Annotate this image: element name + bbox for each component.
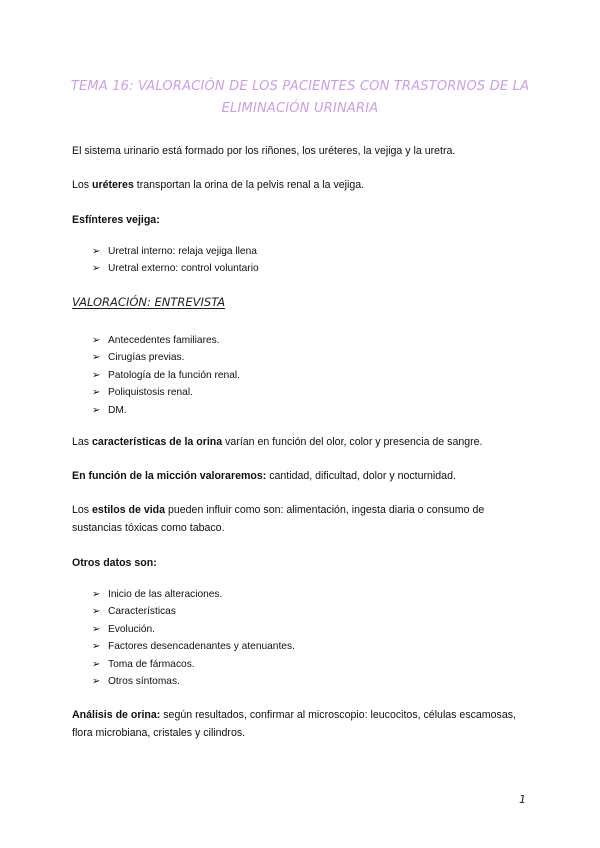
list-item-text: Poliquistosis renal. <box>108 387 193 399</box>
list-item-text: DM. <box>108 404 127 416</box>
list-item <box>92 402 240 419</box>
section-heading-valoracion: VALORACIÓN: ENTREVISTA <box>72 295 226 309</box>
arrow-bullet-icon: ➢ <box>92 335 101 346</box>
text: varían en función del olor, color y presencia de sangre. <box>222 436 483 448</box>
text: cantidad, dificultad, dolor y nocturnidad. <box>266 470 456 482</box>
list-item <box>92 349 240 366</box>
arrow-bullet-icon: ➢ <box>92 352 101 364</box>
paragraph-sistema-urinario: El sistema urinario está formado por los riñones, los uréteres, la vejiga y la uretra. <box>72 145 456 157</box>
arrow-bullet-icon: ➢ <box>92 658 101 670</box>
list-item-text: Uretral externo: control voluntario <box>108 263 259 275</box>
paragraph-analisis-orina <box>72 706 532 742</box>
arrow-bullet-icon: ➢ <box>92 606 101 618</box>
text: Los <box>72 504 93 516</box>
arrow-bullet-icon: ➢ <box>92 641 101 653</box>
arrow-bullet-icon: ➢ <box>92 589 101 600</box>
arrow-bullet-icon: ➢ <box>92 369 101 381</box>
paragraph-estilos-de-vida <box>72 501 532 537</box>
bold-term: características de la orina <box>92 436 223 448</box>
title-line-2: ELIMINACIÓN URINARIA <box>221 101 379 116</box>
list-item <box>92 673 295 690</box>
arrow-bullet-icon: ➢ <box>92 246 101 257</box>
bold-term: uréteres <box>92 179 134 191</box>
list-item-text: Inicio de las alteraciones. <box>108 589 223 600</box>
list-item <box>92 621 295 638</box>
text: según resultados, confirmar al microscopio: leucocitos, células escamosas, flora microbiana, cristales y cilindros. <box>72 709 516 739</box>
arrow-bullet-icon: ➢ <box>92 263 101 275</box>
page-number: 1 <box>519 793 526 806</box>
list-item <box>92 260 259 277</box>
paragraph-caracteristicas <box>72 433 532 451</box>
text: transportan la orina de la pelvis renal a la vejiga. <box>133 179 365 191</box>
list-item-text: Uretral interno: relaja vejiga llena <box>108 246 257 257</box>
list-esfinteres <box>92 243 259 278</box>
bold-term: Análisis de orina: <box>72 709 161 721</box>
document-title <box>70 76 530 120</box>
text: Las <box>72 436 93 448</box>
list-item <box>92 586 295 603</box>
list-item <box>92 656 295 673</box>
heading-otros-datos: Otros datos son: <box>72 557 157 569</box>
paragraph-ureteres <box>72 176 532 194</box>
list-item-text: Toma de fármacos. <box>108 658 195 670</box>
text: pueden influir como son: alimentación, ingesta diaria o consumo de sustancias tóxicas como tabaco. <box>72 504 485 534</box>
list-item-text: Evolución. <box>108 623 156 635</box>
paragraph-miccion <box>72 467 532 485</box>
list-item-text: Características <box>108 606 176 618</box>
title-line-1: TEMA 16: VALORACIÓN DE LOS PACIENTES CON TRASTORNOS DE LA <box>70 79 530 94</box>
bold-term: En función de la micción valoraremos: <box>72 470 267 482</box>
list-item-text: Cirugías previas. <box>108 352 185 364</box>
list-item <box>92 603 295 620</box>
text: Los <box>72 179 93 191</box>
list-item-text: Otros síntomas. <box>108 676 180 688</box>
bold-term: estilos de vida <box>92 504 166 516</box>
list-item <box>92 243 259 260</box>
list-item-text: Factores desencadenantes y atenuantes. <box>108 641 295 653</box>
arrow-bullet-icon: ➢ <box>92 387 101 399</box>
list-item-text: Antecedentes familiares. <box>108 335 220 346</box>
list-item <box>92 384 240 401</box>
list-item <box>92 367 240 384</box>
list-item <box>92 332 240 349</box>
list-item <box>92 638 295 655</box>
list-entrevista <box>92 332 240 419</box>
arrow-bullet-icon: ➢ <box>92 404 101 416</box>
arrow-bullet-icon: ➢ <box>92 676 101 688</box>
heading-esfinteres: Esfínteres vejiga: <box>72 214 160 226</box>
arrow-bullet-icon: ➢ <box>92 623 101 635</box>
list-item-text: Patología de la función renal. <box>108 369 240 381</box>
list-otros-datos <box>92 586 295 690</box>
